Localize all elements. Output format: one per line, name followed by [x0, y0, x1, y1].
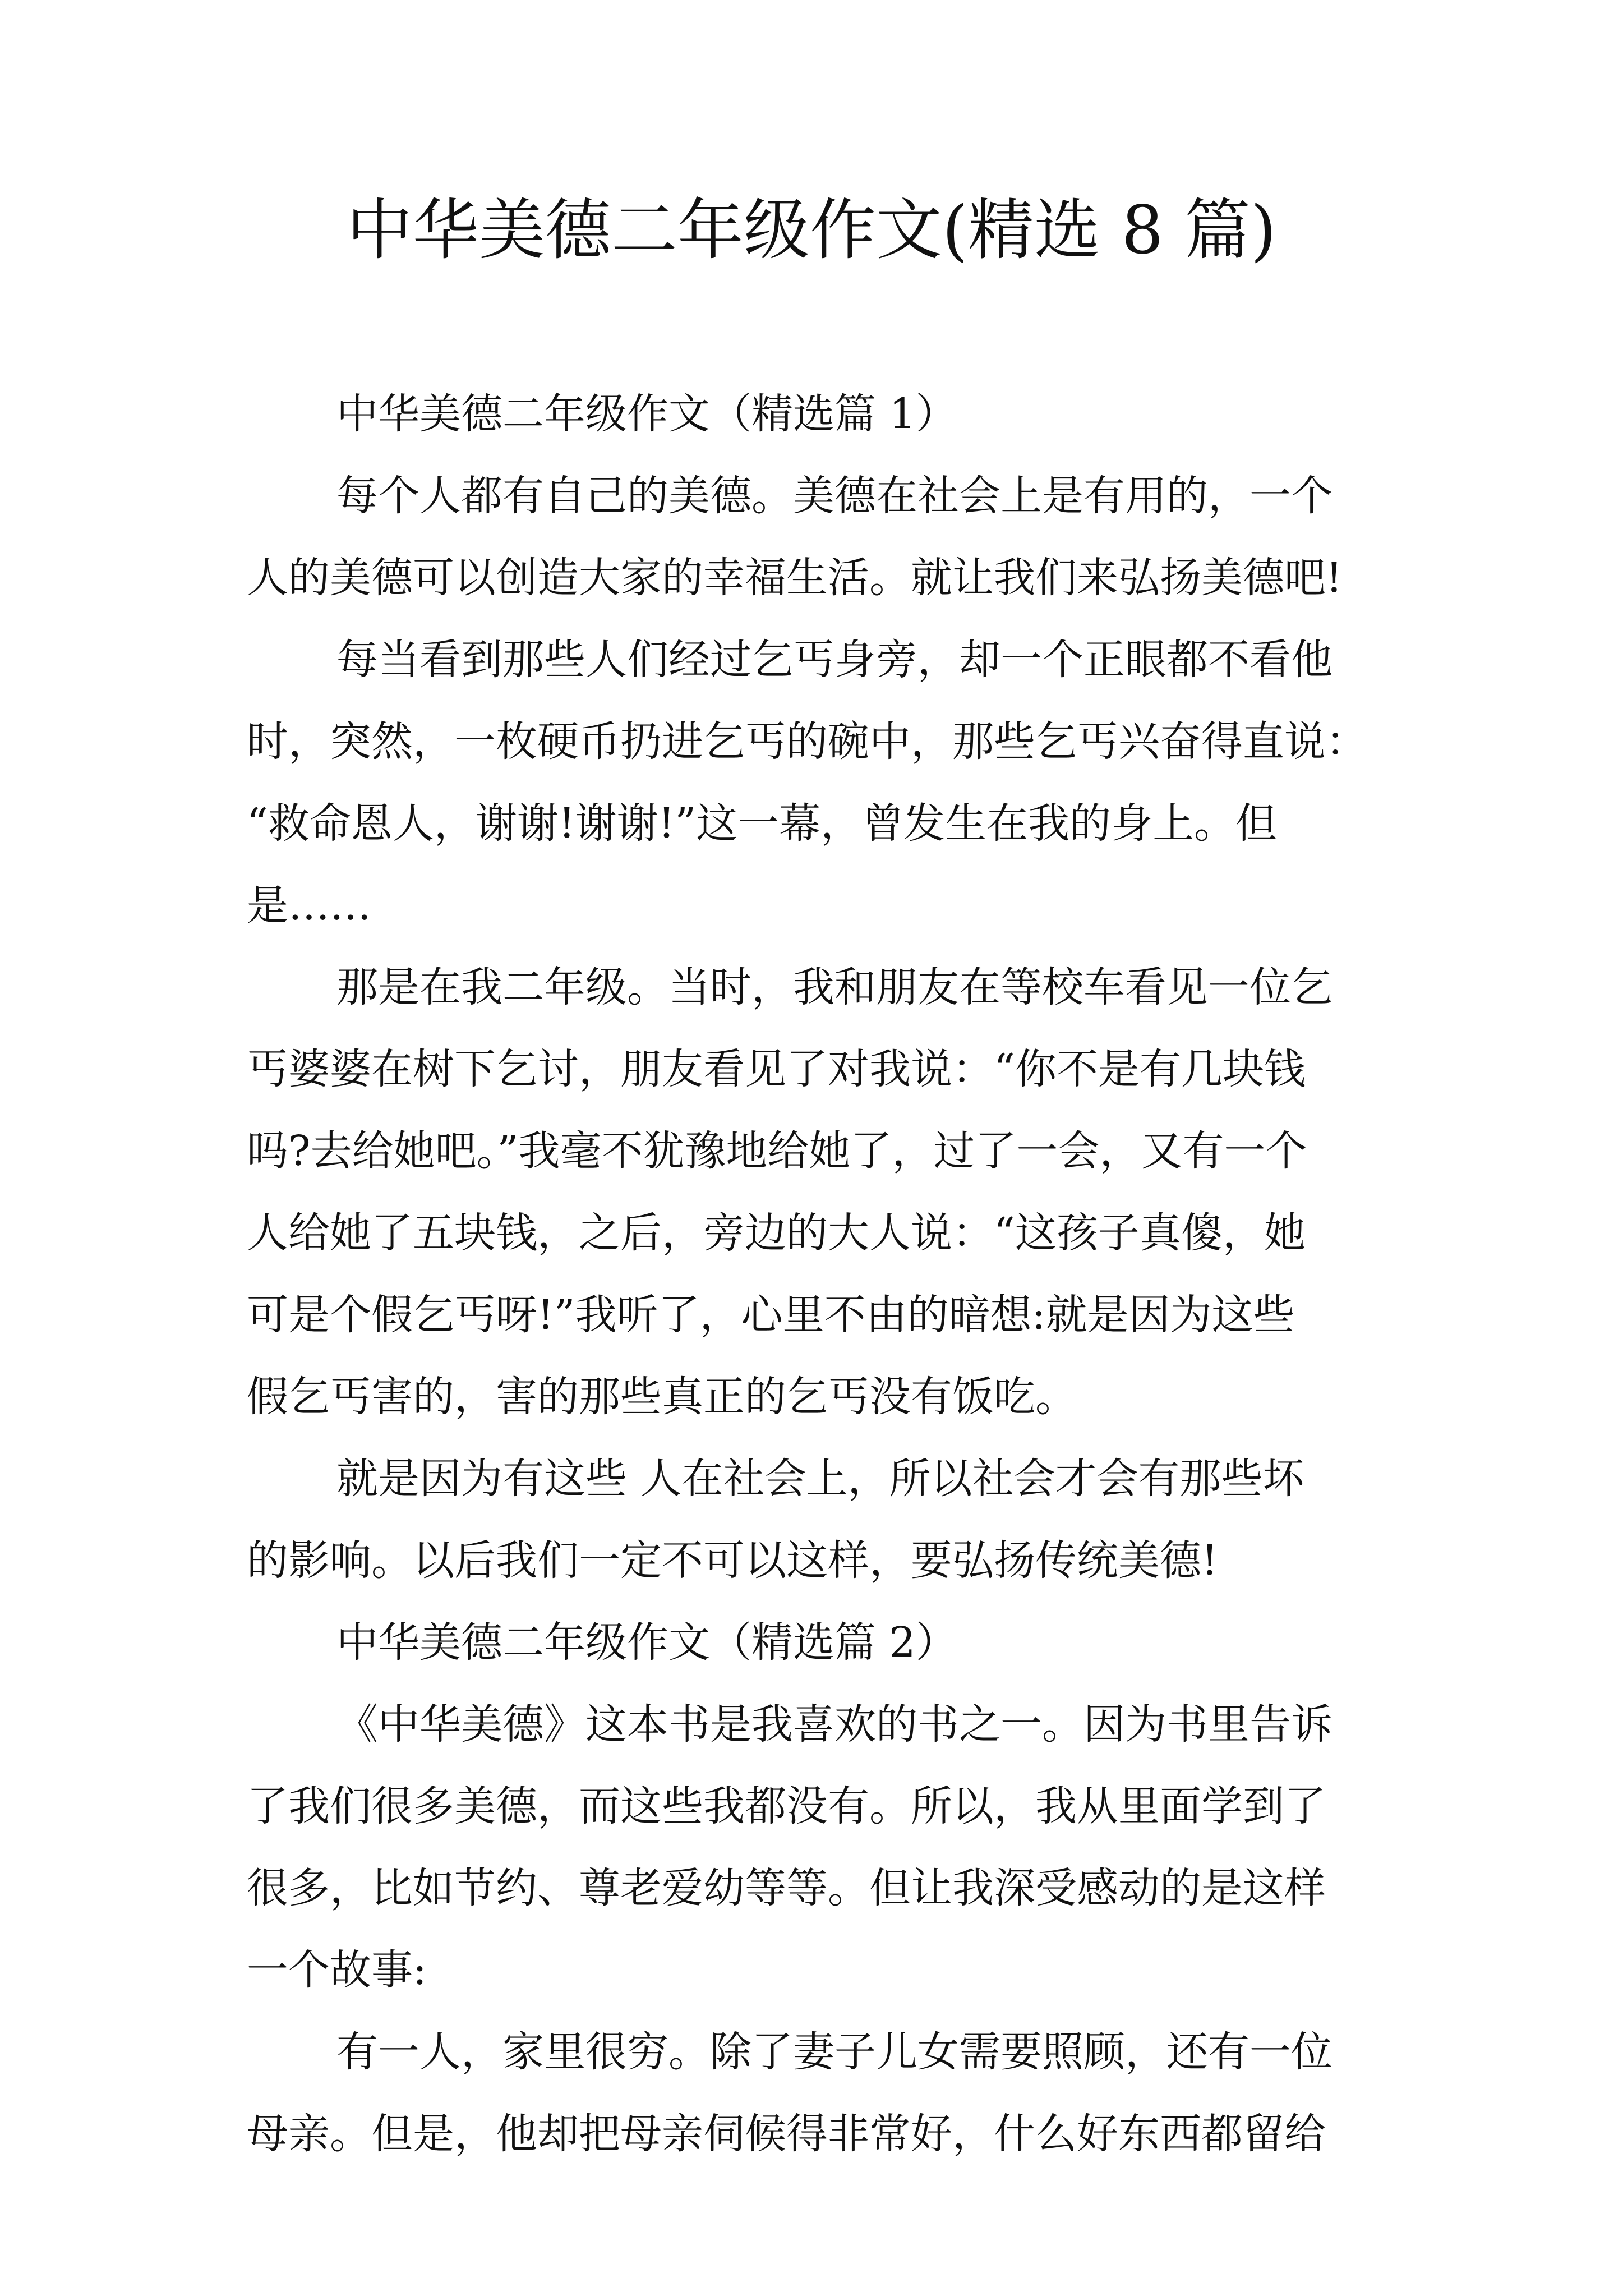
paragraph — [247, 2011, 1391, 2175]
paragraph-line: 丐婆婆在树下乞讨，朋友看见了对我说：“你不是有几块钱 — [247, 1045, 1306, 1093]
section-heading-text: 中华美德二年级作文（精选篇 2） — [336, 1618, 957, 1667]
paragraph-line: “救命恩人，谢谢!谢谢!”这一幕，曾发生在我的身上。但 — [247, 799, 1278, 848]
document-body — [247, 373, 1391, 2175]
paragraph-line: 的影响。以后我们一定不可以这样，要弘扬传统美德! — [247, 1536, 1218, 1585]
paragraph-line: 那是在我二年级。当时，我和朋友在等校车看见一位乞 — [336, 963, 1332, 1011]
paragraph-line: 是…… — [247, 881, 371, 930]
paragraph-line: 人的美德可以创造大家的幸福生活。就让我们来弘扬美德吧! — [247, 554, 1343, 602]
section-heading-text: 中华美德二年级作文（精选篇 1） — [336, 390, 957, 438]
paragraph-line: 吗?去给她吧。”我毫不犹豫地给她了，过了一会，又有一个 — [247, 1127, 1307, 1175]
paragraph-line: 了我们很多美德，而这些我都没有。所以，我从里面学到了 — [247, 1782, 1326, 1830]
paragraph — [247, 455, 1391, 619]
document-title: 中华美德二年级作文(精选 8 篇) — [346, 191, 1277, 269]
paragraph-line: 就是因为有这些 人在社会上，所以社会才会有那些坏 — [336, 1455, 1304, 1503]
paragraph — [247, 1683, 1391, 2011]
paragraph-line: 有一人，家里很穷。除了妻子儿女需要照顾，还有一位 — [336, 2028, 1332, 2076]
paragraph-line: 《中华美德》这本书是我喜欢的书之一。因为书里告诉 — [336, 1700, 1332, 1749]
paragraph-line: 很多，比如节约、尊老爱幼等等。但让我深受感动的是这样 — [247, 1864, 1326, 1912]
paragraph-line: 每当看到那些人们经过乞丐身旁，却一个正眼都不看他 — [336, 636, 1332, 684]
paragraph-line: 可是个假乞丐呀!”我听了，心里不由的暗想:就是因为这些 — [247, 1291, 1295, 1339]
paragraph — [247, 1438, 1391, 1602]
paragraph-line: 假乞丐害的，害的那些真正的乞丐没有饭吃。 — [247, 1373, 1077, 1421]
section-heading — [247, 1602, 1391, 1683]
paragraph-line: 人给她了五块钱，之后，旁边的大人说：“这孩子真傻，她 — [247, 1209, 1306, 1257]
paragraph-line: 每个人都有自己的美德。美德在社会上是有用的，一个 — [336, 472, 1332, 520]
paragraph-line: 母亲。但是，他却把母亲伺候得非常好，什么好东西都留给 — [247, 2110, 1326, 2158]
paragraph — [247, 946, 1391, 1438]
section-heading — [247, 373, 1391, 455]
paragraph-line: 一个故事: — [247, 1946, 427, 1994]
paragraph — [247, 619, 1391, 946]
paragraph-line: 时，突然，一枚硬币扔进乞丐的碗中，那些乞丐兴奋得直说： — [247, 717, 1367, 766]
